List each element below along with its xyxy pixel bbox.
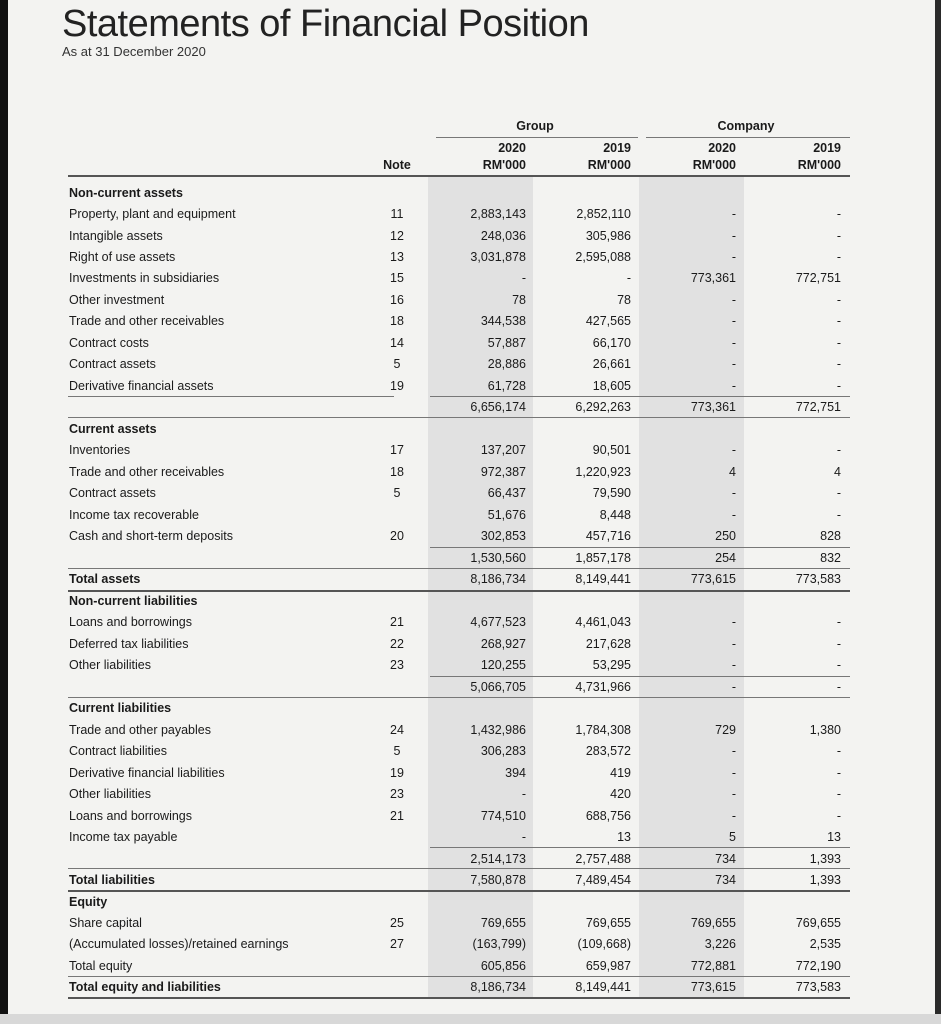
row-group-2020: 394: [505, 766, 526, 780]
row-company-2020: -: [731, 508, 736, 522]
row-group-2019: 8,448: [599, 508, 631, 522]
row-label: Contract liabilities: [69, 744, 167, 758]
row-group-2019: 78: [617, 293, 631, 307]
right-edge: [935, 0, 941, 1024]
row-group-2019: 13: [617, 830, 631, 844]
row-company-2019: -: [836, 443, 841, 457]
row-group-2019: 419: [610, 766, 631, 780]
row-group-2020: 972,387: [480, 465, 526, 479]
row-note: 11: [390, 207, 404, 221]
row-label: Cash and short-term deposits: [69, 529, 233, 543]
row-note: 21: [390, 615, 404, 629]
row-group-2020: 5,066,705: [470, 680, 526, 694]
note-header: Note: [383, 158, 411, 172]
row-label: Other liabilities: [69, 787, 151, 801]
row-group-2020: 137,207: [480, 443, 526, 457]
section-current-liabilities: Current liabilities: [69, 701, 172, 715]
row-label: Right of use assets: [69, 250, 176, 264]
row-company-2020: -: [731, 766, 736, 780]
row-group-2020: 268,927: [480, 637, 526, 651]
row-group-2019: 4,461,043: [575, 615, 631, 629]
row-company-2019: -: [836, 229, 841, 243]
row-group-2020: 8,186,734: [470, 980, 526, 994]
row-note: 23: [390, 787, 404, 801]
row-note: 22: [390, 637, 404, 651]
row-company-2019: -: [836, 293, 841, 307]
row-note: 20: [390, 529, 404, 543]
row-company-2020: 773,615: [690, 980, 736, 994]
row-company-2019: 4: [834, 465, 841, 479]
row-company-2020: 734: [715, 852, 736, 866]
table-rule: [68, 417, 850, 418]
row-label: (Accumulated losses)/retained earnings: [69, 937, 289, 951]
row-company-2019: 772,751: [795, 400, 841, 414]
group-2020-year: 2020: [498, 141, 526, 155]
row-company-2020: -: [731, 379, 736, 393]
row-company-2019: 773,583: [795, 980, 841, 994]
row-company-2019: -: [836, 486, 841, 500]
row-company-2020: 772,881: [690, 959, 736, 973]
row-company-2019: -: [836, 336, 841, 350]
row-note: 12: [390, 229, 404, 243]
row-group-2020: 120,255: [480, 658, 526, 672]
row-group-2020: 8,186,734: [470, 572, 526, 586]
row-group-2020: 306,283: [480, 744, 526, 758]
table-rule: [68, 997, 850, 999]
row-group-2019: 90,501: [592, 443, 631, 457]
page-subtitle: As at 31 December 2020: [62, 44, 206, 59]
row-label: Contract assets: [69, 357, 156, 371]
row-group-2020: 302,853: [480, 529, 526, 543]
row-group-2019: 8,149,441: [575, 980, 631, 994]
row-group-2019: 420: [610, 787, 631, 801]
row-company-2020: -: [731, 293, 736, 307]
row-label: Total equity and liabilities: [69, 980, 221, 994]
row-group-2020: 78: [512, 293, 526, 307]
row-company-2019: -: [836, 744, 841, 758]
row-company-2020: 5: [729, 830, 736, 844]
section-non-current-liabilities: Non-current liabilities: [69, 594, 198, 608]
row-note: 5: [393, 486, 401, 500]
row-company-2020: 769,655: [690, 916, 736, 930]
row-company-2020: -: [731, 787, 736, 801]
row-label: Trade and other payables: [69, 723, 211, 737]
row-note: 23: [390, 658, 404, 672]
row-label: Contract costs: [69, 336, 149, 350]
row-label: Derivative financial liabilities: [69, 766, 225, 780]
row-company-2019: -: [836, 314, 841, 328]
row-company-2020: 250: [715, 529, 736, 543]
row-label: Share capital: [69, 916, 142, 930]
table-rule: [430, 676, 850, 677]
row-group-2019: 283,572: [585, 744, 631, 758]
row-note: 5: [393, 744, 401, 758]
row-group-2019: 8,149,441: [575, 572, 631, 586]
table-rule: [68, 568, 850, 569]
section-non-current-assets: Non-current assets: [69, 186, 183, 200]
row-company-2019: 772,190: [795, 959, 841, 973]
row-group-2019: 6,292,263: [575, 400, 631, 414]
row-label: Income tax recoverable: [69, 508, 199, 522]
row-group-2020: 605,856: [480, 959, 526, 973]
group-2019-year: 2019: [603, 141, 631, 155]
row-group-2020: 2,514,173: [470, 852, 526, 866]
row-company-2020: -: [731, 314, 736, 328]
row-group-2020: (163,799): [472, 937, 526, 951]
row-company-2020: 254: [715, 551, 736, 565]
row-label: Inventories: [69, 443, 131, 457]
row-company-2019: -: [836, 207, 841, 221]
row-group-2019: 305,986: [585, 229, 631, 243]
row-company-2019: -: [836, 508, 841, 522]
row-group-2020: 57,887: [487, 336, 526, 350]
company-header-rule: [646, 137, 850, 138]
row-group-2020: 3,031,878: [470, 250, 526, 264]
row-note: 27: [390, 937, 404, 951]
company-header: Company: [717, 119, 775, 133]
row-label: Derivative financial assets: [69, 379, 214, 393]
row-group-2020: 769,655: [480, 916, 526, 930]
row-group-2020: 4,677,523: [470, 615, 526, 629]
row-group-2019: 66,170: [592, 336, 631, 350]
row-group-2019: 769,655: [585, 916, 631, 930]
row-group-2019: 1,784,308: [575, 723, 631, 737]
table-rule: [68, 396, 394, 397]
row-group-2020: 7,580,878: [470, 873, 526, 887]
row-group-2019: 659,987: [585, 959, 631, 973]
row-company-2019: -: [836, 809, 841, 823]
company-2019-unit: RM'000: [797, 158, 841, 172]
row-company-2020: -: [731, 336, 736, 350]
row-company-2019: 828: [820, 529, 841, 543]
page-title: Statements of Financial Position: [62, 3, 589, 45]
row-company-2020: -: [731, 658, 736, 672]
row-label: Loans and borrowings: [69, 809, 192, 823]
row-label: Contract assets: [69, 486, 156, 500]
row-company-2020: 734: [715, 873, 736, 887]
row-note: 21: [390, 809, 404, 823]
row-company-2019: 773,583: [795, 572, 841, 586]
row-group-2019: 79,590: [592, 486, 631, 500]
row-group-2019: 1,220,923: [575, 465, 631, 479]
company-2020-year: 2020: [708, 141, 736, 155]
row-group-2020: 61,728: [487, 379, 526, 393]
group-header: Group: [516, 119, 554, 133]
row-note: 18: [390, 314, 404, 328]
table-rule: [430, 396, 850, 397]
row-company-2019: -: [836, 680, 841, 694]
row-label: Trade and other receivables: [69, 465, 225, 479]
row-label: Investments in subsidiaries: [69, 271, 220, 285]
row-group-2020: 28,886: [487, 357, 526, 371]
row-note: 14: [390, 336, 404, 350]
row-company-2020: 773,615: [690, 572, 736, 586]
row-company-2020: -: [731, 357, 736, 371]
row-group-2020: 248,036: [480, 229, 526, 243]
row-group-2019: 7,489,454: [575, 873, 631, 887]
row-note: 24: [390, 723, 404, 737]
row-group-2019: 457,716: [585, 529, 631, 543]
row-note: 19: [390, 766, 404, 780]
row-group-2020: -: [521, 271, 526, 285]
row-label: Other liabilities: [69, 658, 151, 672]
row-note: 13: [390, 250, 404, 264]
row-company-2020: -: [731, 229, 736, 243]
row-label: Deferred tax liabilities: [69, 637, 189, 651]
row-group-2019: 53,295: [592, 658, 631, 672]
group-2020-unit: RM'000: [482, 158, 526, 172]
row-group-2019: (109,668): [577, 937, 631, 951]
row-group-2019: 688,756: [585, 809, 631, 823]
row-note: 18: [390, 465, 404, 479]
row-company-2019: 1,393: [809, 873, 841, 887]
row-group-2020: 1,432,986: [470, 723, 526, 737]
row-label: Trade and other receivables: [69, 314, 225, 328]
row-group-2020: 6,656,174: [470, 400, 526, 414]
row-group-2020: -: [521, 787, 526, 801]
company-2019-year: 2019: [813, 141, 841, 155]
row-company-2019: 1,393: [809, 852, 841, 866]
row-label: Income tax payable: [69, 830, 178, 844]
table-rule: [68, 590, 850, 592]
row-label: Total equity: [69, 959, 133, 973]
row-group-2020: -: [521, 830, 526, 844]
row-group-2020: 344,538: [480, 314, 526, 328]
row-company-2019: -: [836, 379, 841, 393]
row-group-2019: 217,628: [585, 637, 631, 651]
row-note: 19: [390, 379, 404, 393]
row-company-2019: -: [836, 766, 841, 780]
row-company-2019: -: [836, 637, 841, 651]
table-rule: [430, 847, 850, 848]
section-current-assets: Current assets: [69, 422, 157, 436]
row-group-2020: 774,510: [480, 809, 526, 823]
table-rule: [68, 868, 850, 869]
header-rule: [68, 175, 850, 177]
table-rule: [68, 890, 850, 892]
row-group-2019: 1,857,178: [575, 551, 631, 565]
row-group-2019: 4,731,966: [575, 680, 631, 694]
row-company-2020: -: [731, 615, 736, 629]
row-company-2020: 3,226: [704, 937, 736, 951]
row-group-2020: 1,530,560: [470, 551, 526, 565]
row-group-2019: 26,661: [592, 357, 631, 371]
row-label: Intangible assets: [69, 229, 163, 243]
row-group-2019: 427,565: [585, 314, 631, 328]
row-company-2020: -: [731, 637, 736, 651]
row-company-2019: -: [836, 615, 841, 629]
table-rule: [68, 697, 850, 698]
row-note: 25: [390, 916, 404, 930]
row-company-2019: -: [836, 658, 841, 672]
table-rule: [68, 976, 850, 977]
row-company-2020: -: [731, 744, 736, 758]
row-company-2020: -: [731, 207, 736, 221]
bottom-edge: [0, 1014, 941, 1024]
row-company-2020: -: [731, 809, 736, 823]
row-note: 15: [390, 271, 404, 285]
row-group-2020: 2,883,143: [470, 207, 526, 221]
row-group-2019: 2,595,088: [575, 250, 631, 264]
row-company-2019: 772,751: [795, 271, 841, 285]
table-rule: [430, 547, 850, 548]
row-group-2019: -: [626, 271, 631, 285]
group-header-rule: [436, 137, 638, 138]
row-label: Loans and borrowings: [69, 615, 192, 629]
row-note: 16: [390, 293, 404, 307]
row-company-2020: 773,361: [690, 271, 736, 285]
row-company-2020: -: [731, 250, 736, 264]
section-equity: Equity: [69, 895, 108, 909]
row-company-2019: 832: [820, 551, 841, 565]
row-label: Other investment: [69, 293, 165, 307]
row-group-2019: 2,852,110: [576, 207, 631, 221]
row-note: 5: [393, 357, 401, 371]
row-company-2020: 729: [715, 723, 736, 737]
row-company-2019: -: [836, 357, 841, 371]
company-2020-unit: RM'000: [692, 158, 736, 172]
row-company-2019: -: [836, 787, 841, 801]
row-company-2019: 769,655: [795, 916, 841, 930]
row-company-2019: 1,380: [809, 723, 841, 737]
group-2019-unit: RM'000: [587, 158, 631, 172]
row-label: Total assets: [69, 572, 141, 586]
row-company-2020: -: [731, 486, 736, 500]
row-company-2020: -: [731, 680, 736, 694]
row-group-2019: 18,605: [592, 379, 631, 393]
row-group-2019: 2,757,488: [575, 852, 631, 866]
left-edge: [0, 0, 8, 1024]
row-company-2019: -: [836, 250, 841, 264]
row-company-2020: 4: [729, 465, 736, 479]
row-group-2020: 66,437: [487, 486, 526, 500]
row-company-2019: 13: [827, 830, 841, 844]
row-company-2019: 2,535: [809, 937, 841, 951]
row-group-2020: 51,676: [487, 508, 526, 522]
row-label: Total liabilities: [69, 873, 155, 887]
row-note: 17: [390, 443, 404, 457]
row-company-2020: 773,361: [690, 400, 736, 414]
row-company-2020: -: [731, 443, 736, 457]
row-label: Property, plant and equipment: [69, 207, 236, 221]
